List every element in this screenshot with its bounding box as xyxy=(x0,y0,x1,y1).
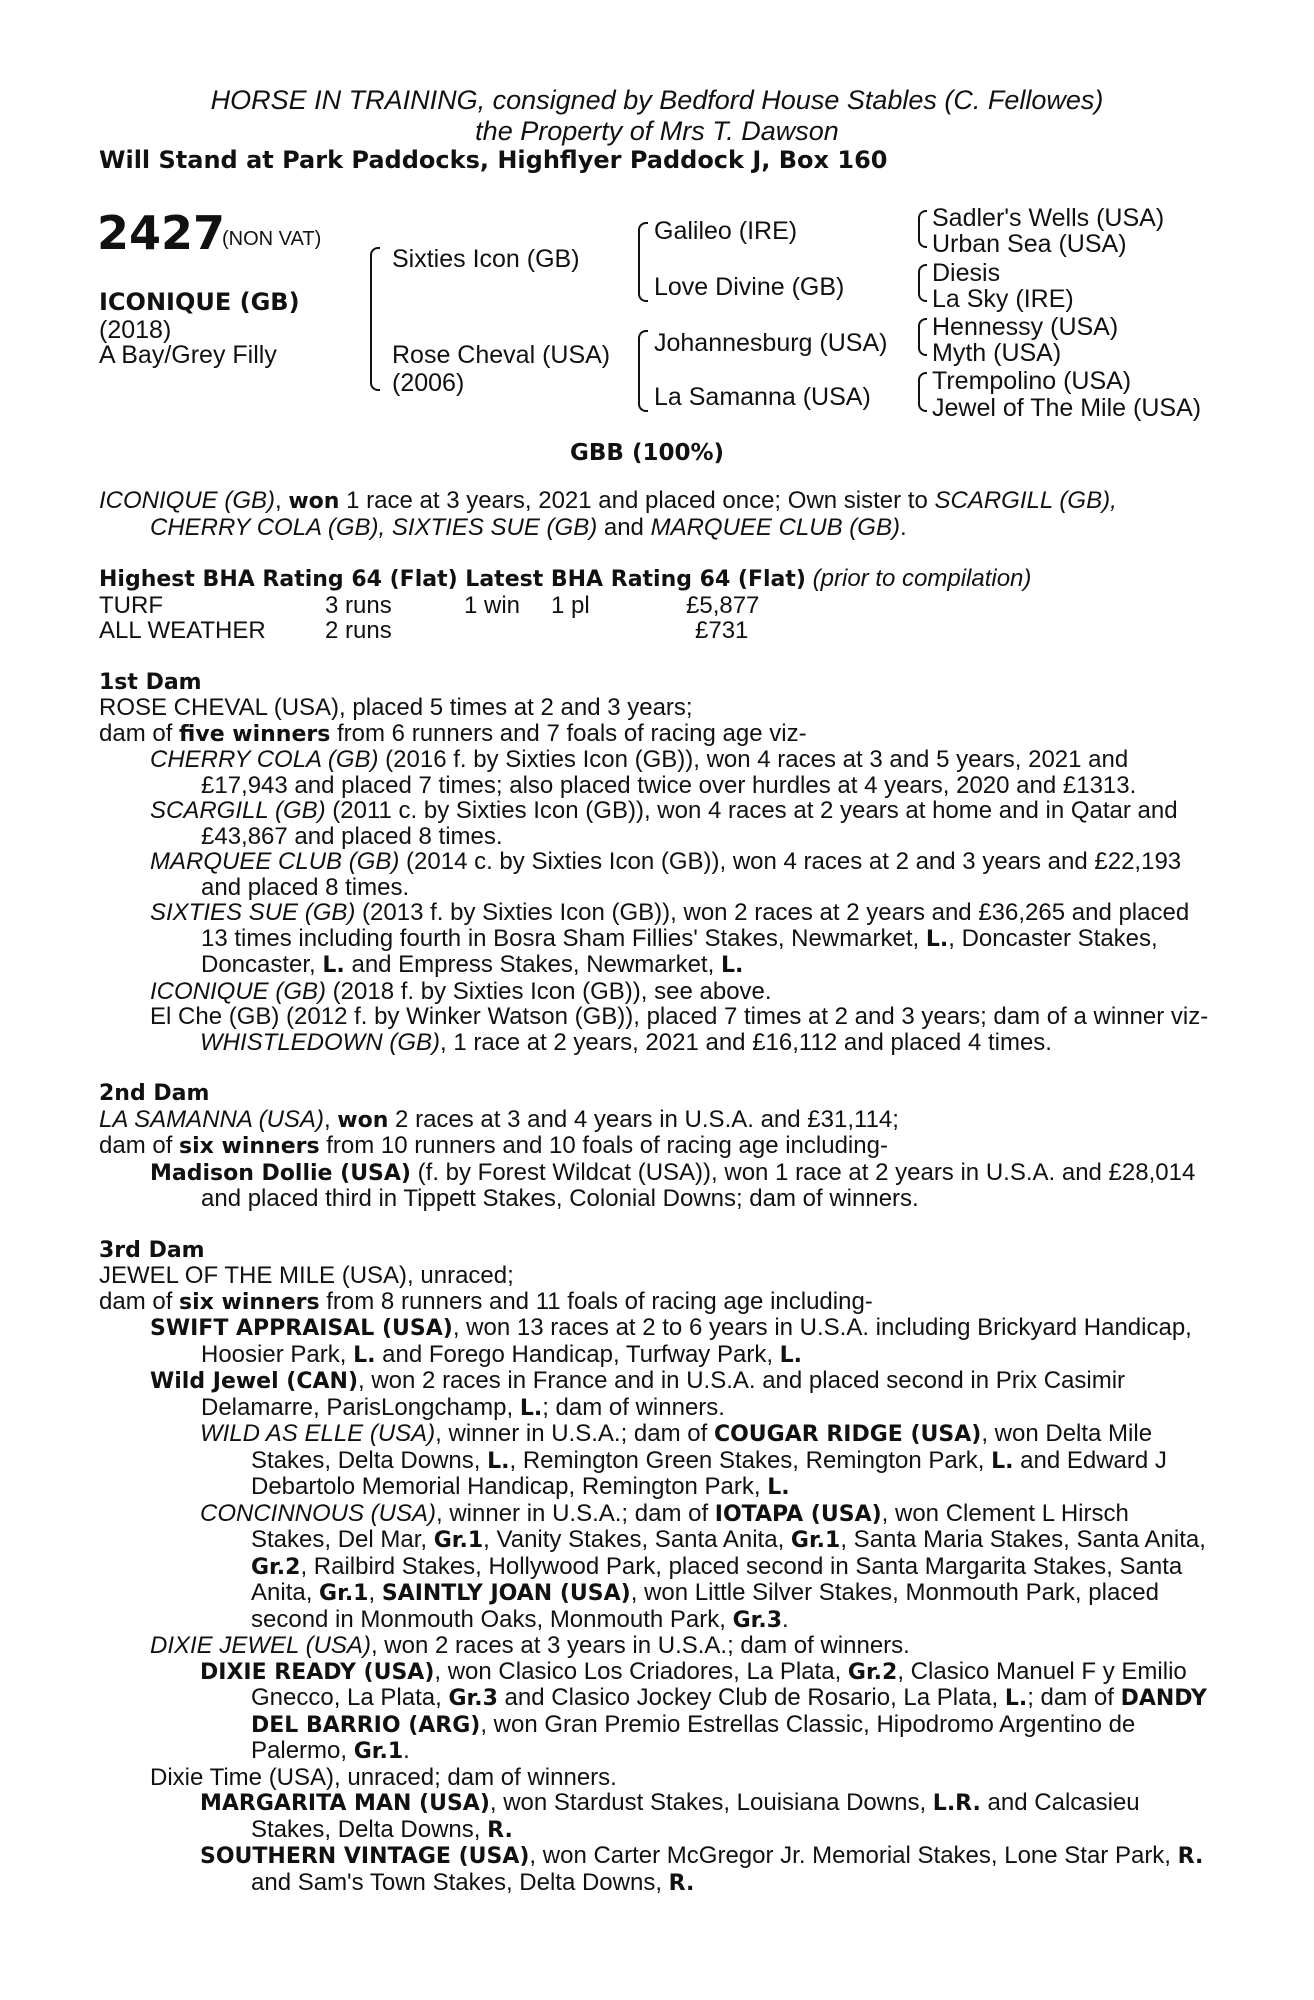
header-line-1: HORSE IN TRAINING, consigned by Bedford House Stables (C. Fellowes) xyxy=(210,85,1104,115)
pedigree-sss: Sadler's Wells (USA) xyxy=(932,204,1165,232)
first-dam-intro: ROSE CHEVAL (USA), placed 5 times at 2 and 3 years; xyxy=(99,694,693,721)
pedigree-brace-main xyxy=(370,247,380,391)
produce-entry: WHISTLEDOWN (GB), 1 race at 2 years, 2021 and £16,112 and placed 4 times. xyxy=(200,1028,1052,1056)
horse-name: ICONIQUE (GB) xyxy=(99,288,300,316)
produce-entry: Wild Jewel (CAN), won 2 races in France and in U.S.A. and placed second in Prix Casimir Delamarre, ParisLongchamp, L.; dam of winners. xyxy=(150,1367,1126,1421)
pedigree-brace-sd xyxy=(918,264,927,302)
pedigree-brace-dd xyxy=(918,372,927,412)
pedigree-brace-ds xyxy=(918,318,927,356)
pedigree-brace-dam xyxy=(638,330,648,412)
horse-summary: ICONIQUE (GB), won 1 race at 3 years, 2021 and placed once; Own sister to SCARGILL (GB), CHERRY COLA (GB), SIXTIES SUE (GB) and MARQUEE CLUB (GB). xyxy=(99,487,1117,541)
third-dam-produce-summary: dam of six winners from 8 runners and 11 foals of racing age including- xyxy=(99,1287,873,1315)
pedigree-brace-sire xyxy=(638,222,648,302)
produce-entry: El Che (GB) (2012 f. by Winker Watson (GB)), placed 7 times at 2 and 3 years; dam of a winner viz- xyxy=(150,1003,1209,1030)
pedigree-brace-ss xyxy=(918,210,927,248)
turf-stats-row: TURF 3 runs 1 win 1 pl £5,877 xyxy=(99,591,760,619)
second-dam-produce-summary: dam of six winners from 10 runners and 10 foals of racing age including- xyxy=(99,1132,888,1159)
horse-year: (2018) xyxy=(99,316,172,344)
pedigree-dss: Hennessy (USA) xyxy=(932,313,1119,341)
produce-entry: Madison Dollie (USA) (f. by Forest Wildcat (USA)), won 1 race at 2 years in U.S.A. and £28,014 and placed third in Tippett Stakes, Colonial Downs; dam of winners. xyxy=(150,1158,1196,1212)
third-dam-intro: JEWEL OF THE MILE (USA), unraced; xyxy=(99,1262,514,1289)
pedigree-sire-sire: Galileo (IRE) xyxy=(654,217,798,245)
pedigree-dam-sire: Johannesburg (USA) xyxy=(654,329,888,357)
produce-entry: WILD AS ELLE (USA), winner in U.S.A.; dam of COUGAR RIDGE (USA), won Delta Mile Stakes, Delta Downs, L., Remington Green Stakes, Remington Park, L. and Edward J Debartolo Memorial Handicap, Remington Park, L. xyxy=(200,1420,1167,1500)
lot-number: 2427 xyxy=(97,206,226,260)
pedigree-dds: Trempolino (USA) xyxy=(932,367,1132,395)
second-dam-heading: 2nd Dam xyxy=(99,1081,210,1106)
produce-entry: Dixie Time (USA), unraced; dam of winners. xyxy=(150,1763,617,1791)
produce-entry: ICONIQUE (GB) (2018 f. by Sixties Icon (GB)), see above. xyxy=(150,977,772,1005)
horse-description: A Bay/Grey Filly xyxy=(99,341,277,369)
pedigree-sire: Sixties Icon (GB) xyxy=(392,245,580,273)
pedigree-sdd: La Sky (IRE) xyxy=(932,285,1074,313)
pedigree-dam-dam: La Samanna (USA) xyxy=(654,383,871,411)
pedigree-dam-year: (2006) xyxy=(392,369,465,397)
pedigree-sire-dam: Love Divine (GB) xyxy=(654,273,845,301)
pedigree-ssd: Urban Sea (USA) xyxy=(932,230,1127,258)
pedigree-dsd: Myth (USA) xyxy=(932,339,1062,367)
vat-status: (NON VAT) xyxy=(222,228,322,250)
first-dam-heading: 1st Dam xyxy=(99,669,202,695)
produce-entry: CONCINNOUS (USA), winner in U.S.A.; dam of IOTAPA (USA), won Clement L Hirsch Stakes, Del Mar, Gr.1, Vanity Stakes, Santa Anita, Gr.1, Santa Maria Stakes, Santa Anita, Gr.2, Railbird Stakes, Hollywood Park, placed second in Santa Margarita Stakes, Santa Anita, Gr.1, SAINTLY JOAN (USA), won Little Silver Stakes, Monmouth Park, placed second in Monmouth Oaks, Monmouth Park, Gr.3. xyxy=(200,1499,1206,1633)
all-weather-stats-row: ALL WEATHER 2 runs £731 xyxy=(99,617,749,644)
produce-entry: SIXTIES SUE (GB) (2013 f. by Sixties Icon (GB)), won 2 races at 2 years and £36,265 and placed 13 times including fourth in Bosra Sham Fillies' Stakes, Newmarket, L., Doncaster Stakes, Doncaster, L. and Empress Stakes, Newmarket, L. xyxy=(150,899,1190,978)
bha-rating: Highest BHA Rating 64 (Flat) Latest BHA Rating 64 (Flat) (prior to compilation) xyxy=(99,565,1032,592)
first-dam-produce-summary: dam of five winners from 6 runners and 7 foals of racing age viz- xyxy=(99,719,807,747)
produce-entry: SCARGILL (GB) (2011 c. by Sixties Icon (GB)), won 4 races at 2 years at home and in Qatar and £43,867 and placed 8 times. xyxy=(150,797,1178,850)
produce-entry: CHERRY COLA (GB) (2016 f. by Sixties Icon (GB)), won 4 races at 3 and 5 years, 2021 and £17,943 and placed 7 times; also placed twice over hurdles at 4 years, 2020 and £1313. xyxy=(150,746,1137,799)
produce-entry: DIXIE READY (USA), won Clasico Los Criadores, La Plata, Gr.2, Clasico Manuel F y Emilio Gnecco, La Plata, Gr.3 and Clasico Jockey Club de Rosario, La Plata, L.; dam of DANDY DEL BARRIO (ARG), won Gran Premio Estrellas Classic, Hipodromo Argentino de Palermo, Gr.1. xyxy=(200,1657,1207,1764)
third-dam-heading: 3rd Dam xyxy=(99,1237,205,1263)
race-stats xyxy=(99,593,1209,644)
produce-entry: MARQUEE CLUB (GB) (2014 c. by Sixties Icon (GB)), won 4 races at 2 and 3 years and £22,193 and placed 8 times. xyxy=(150,848,1182,901)
stand-location: Will Stand at Park Paddocks, Highflyer Paddock J, Box 160 xyxy=(99,146,888,174)
pedigree-dam: Rose Cheval (USA) xyxy=(392,341,611,369)
header-line-2: the Property of Mrs T. Dawson xyxy=(475,116,839,146)
produce-entry: DIXIE JEWEL (USA), won 2 races at 3 years in U.S.A.; dam of winners. xyxy=(150,1632,910,1659)
produce-entry: MARGARITA MAN (USA), won Stardust Stakes, Louisiana Downs, L.R. and Calcasieu Stakes, Delta Downs, R. xyxy=(200,1789,1140,1843)
pedigree-ddd: Jewel of The Mile (USA) xyxy=(932,394,1202,422)
breeding-percentage: GBB (100%) xyxy=(570,440,725,466)
produce-entry: SOUTHERN VINTAGE (USA), won Carter McGregor Jr. Memorial Stakes, Lone Star Park, R. and Sam's Town Stakes, Delta Downs, R. xyxy=(200,1842,1204,1896)
pedigree-sds: Diesis xyxy=(932,259,1001,287)
produce-entry: SWIFT APPRAISAL (USA), won 13 races at 2 to 6 years in U.S.A. including Brickyard Handicap, Hoosier Park, L. and Forego Handicap, Turfway Park, L. xyxy=(150,1314,1192,1368)
second-dam-intro: LA SAMANNA (USA), won 2 races at 3 and 4 years in U.S.A. and £31,114; xyxy=(99,1105,899,1133)
catalogue-body xyxy=(99,488,1209,1896)
